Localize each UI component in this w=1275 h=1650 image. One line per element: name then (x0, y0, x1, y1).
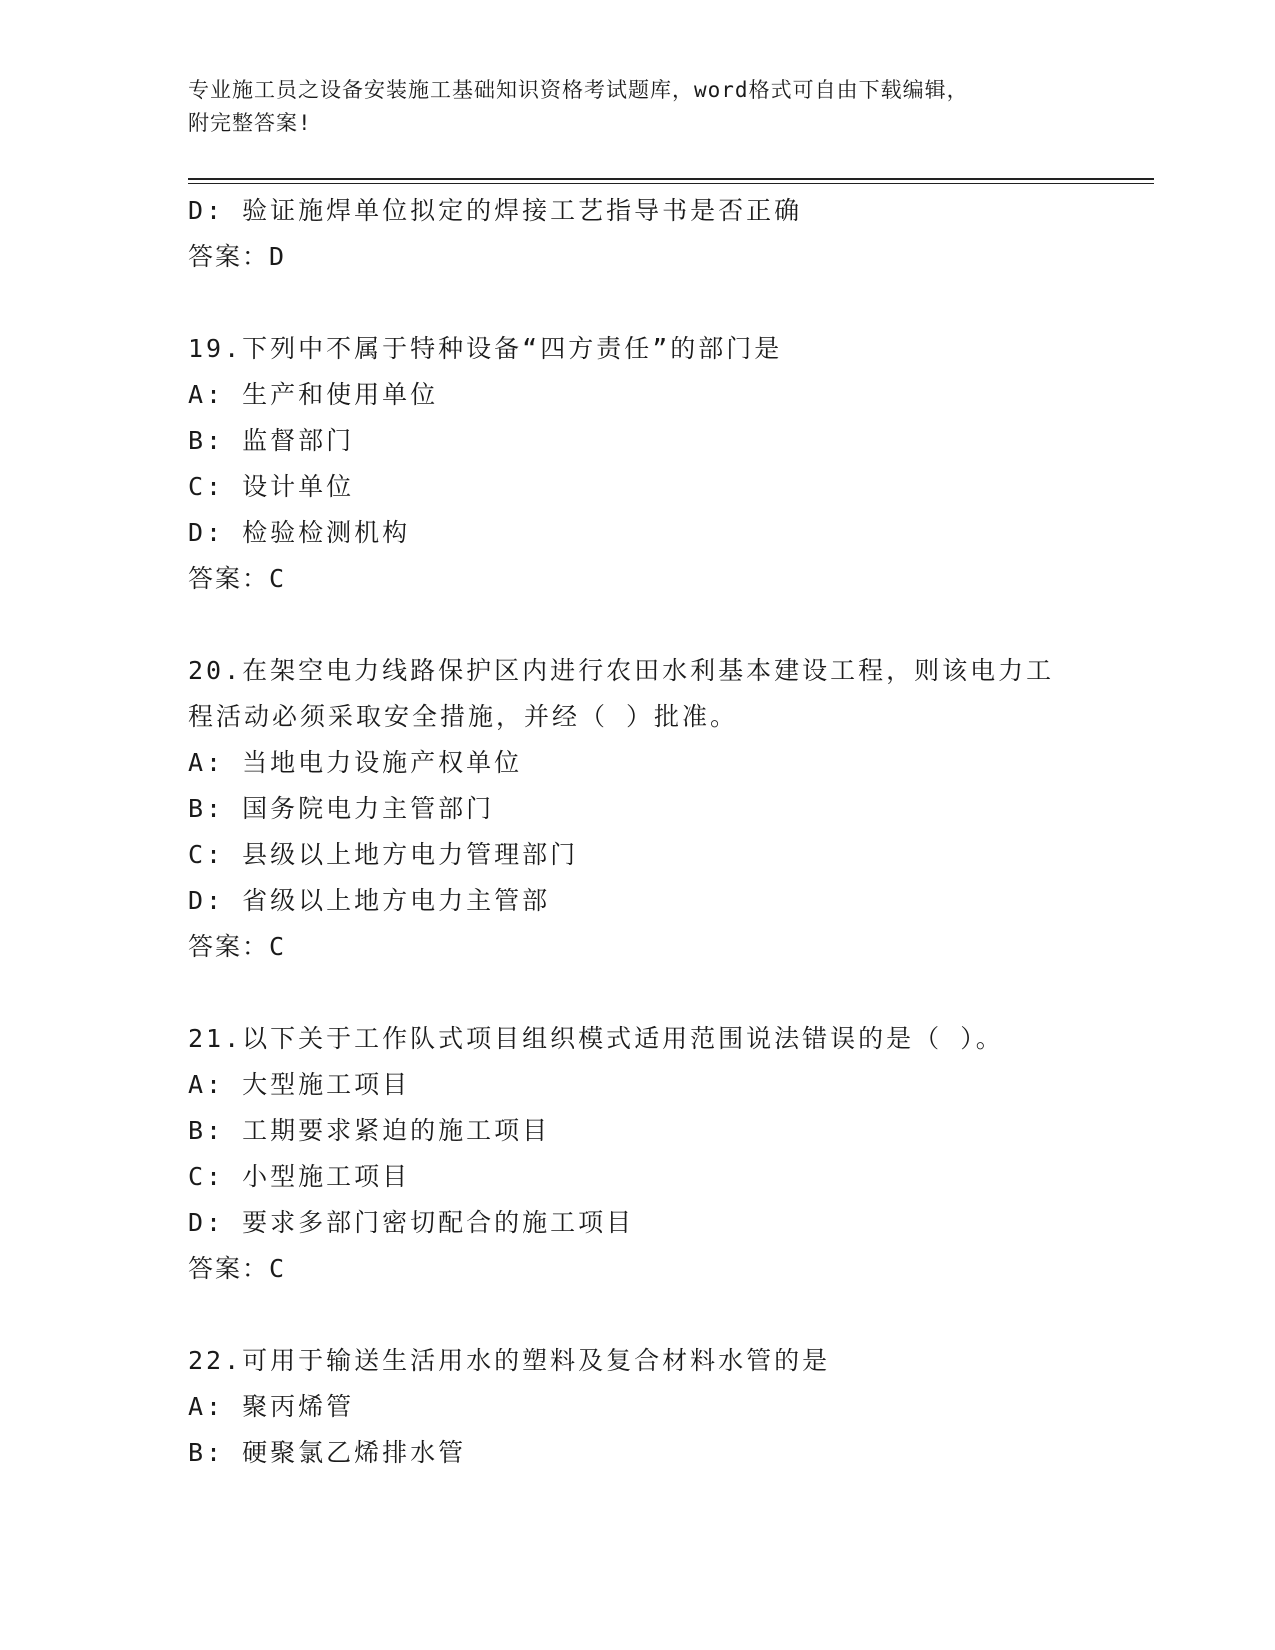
option-d: D: 检验检测机构 (188, 518, 411, 547)
spacer (188, 280, 1088, 326)
option-c: C: 小型施工项目 (188, 1162, 411, 1191)
option-a: A: 聚丙烯管 (188, 1392, 355, 1421)
header-line-1: 专业施工员之设备安装施工基础知识资格考试题库，word格式可自由下载编辑， (188, 78, 969, 102)
header-divider-thick (188, 178, 1154, 180)
spacer (188, 1292, 1088, 1338)
option-d: D: 省级以上地方电力主管部 (188, 886, 551, 915)
question-list (188, 188, 1088, 1476)
option-d: D: 验证施焊单位拟定的焊接工艺指导书是否正确 (188, 196, 803, 225)
option-b: B: 国务院电力主管部门 (188, 794, 495, 823)
question-stem: 19.下列中不属于特种设备“四方责任”的部门是 (188, 334, 783, 363)
answer: 答案：C (188, 564, 287, 593)
option-a: A: 生产和使用单位 (188, 380, 439, 409)
option-c: C: 设计单位 (188, 472, 355, 501)
option-b: B: 监督部门 (188, 426, 355, 455)
answer: 答案：C (188, 932, 287, 961)
question-22 (188, 1338, 1088, 1476)
header-line-2: 附完整答案! (188, 111, 312, 135)
option-c: C: 县级以上地方电力管理部门 (188, 840, 579, 869)
spacer (188, 970, 1088, 1016)
answer: 答案：C (188, 1254, 287, 1283)
question-stem: 22.可用于输送生活用水的塑料及复合材料水管的是 (188, 1346, 831, 1375)
option-a: A: 当地电力设施产权单位 (188, 748, 523, 777)
document-header (188, 74, 1068, 140)
continued-question-18 (188, 188, 1088, 280)
answer: 答案：D (188, 242, 287, 271)
spacer (188, 602, 1088, 648)
option-a: A: 大型施工项目 (188, 1070, 411, 1099)
option-d: D: 要求多部门密切配合的施工项目 (188, 1208, 635, 1237)
question-stem: 21.以下关于工作队式项目组织模式适用范围说法错误的是（ ）。 (188, 1024, 1004, 1053)
option-b: B: 硬聚氯乙烯排水管 (188, 1438, 467, 1467)
question-stem-line-1: 20.在架空电力线路保护区内进行农田水利基本建设工程，则该电力工 (188, 656, 1055, 685)
question-stem-line-2: 程活动必须采取安全措施，并经（ ）批准。 (188, 702, 739, 731)
header-divider-thin (188, 183, 1154, 184)
option-b: B: 工期要求紧迫的施工项目 (188, 1116, 551, 1145)
question-19 (188, 326, 1088, 602)
question-21 (188, 1016, 1088, 1292)
question-20 (188, 648, 1088, 970)
